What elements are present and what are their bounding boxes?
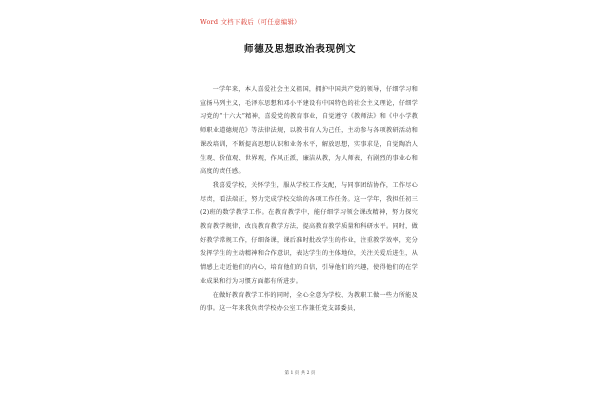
paragraph: 一学年来，本人喜爱社会主义祖国，拥护中国共产党的领导，仔细学习和宣扬马列主义，毛泽东思想和邓小平建设有中国特色的社会主义理论，仔细学习党的“十六大”精神，喜爱党的教育事业，自觉遵守《教师法》和《中小学教师职业道德规范》等法律法规，以教书育人为己任，主动参与各项教研活动和课改培训，不断提高思想认识和业务水平，解放思想，实事求是，自觉陶冶人生观、价值观、世界观，作风正派，廉洁从教，为人师表，有剧烈的事业心和高度的责任感。 xyxy=(200,86,418,176)
paragraph: 我喜爱学校，关怀学生，服从学校工作支配，与同事团结协作，工作尽心尽责，看法端正，努力完成学校交给的各项工作任务。这一学年，我担任初三(2)班的数学教学工作。在教育教学中，能仔细学习领会课改精神，努力探究教育教学规律，改良教育教学方法，提高教育教学质量和科研水平。同时，做好教学常规工作，仔细备课，课后准时批改学生的作业，注重教学效率，充分发挥学生的主动精神和合作意识，表达学生的主体地位，关注关爱后进生，从情感上走近他们的内心，培育他们的自信，引导他们的兴趣，使得他们的在学业成果和行为习惯方面都有所进步。 xyxy=(200,181,418,285)
download-watermark: Word 文档下载后（可任意编辑） xyxy=(200,18,301,26)
page-number-footer: 第 1 页 共 2 页 xyxy=(284,371,316,376)
document-title: 师德及思想政治表现例文 xyxy=(243,44,357,55)
paragraph: 在做好教育教学工作的同时，全心全意为学校、为教职工做一些力所能及的事。这一年来我负责学校办公室工作兼任党支部委员， xyxy=(200,291,418,313)
document-body xyxy=(200,83,418,316)
